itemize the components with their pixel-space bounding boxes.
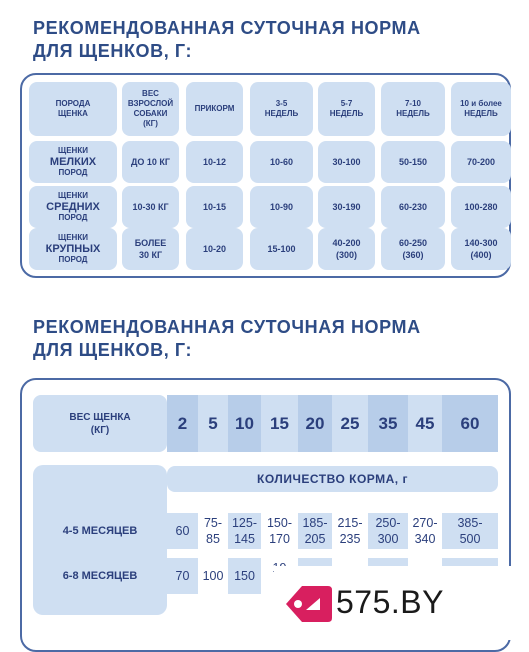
- row-label-top: ЩЕНКИ: [58, 233, 88, 242]
- amount-cell: 385- 500: [442, 513, 498, 549]
- table1-value-cell: 60-230: [381, 186, 445, 228]
- weight-value: 25: [340, 413, 360, 433]
- amount-cell: 150: [228, 558, 261, 594]
- table1-value-cell: 60-250 (360): [381, 228, 445, 270]
- site-logo[interactable]: [274, 566, 529, 640]
- row-label-mid: КРУПНЫХ: [45, 243, 101, 255]
- table1-title-line2: ДЛЯ ЩЕНКОВ, Г:: [33, 41, 193, 61]
- weight-value: 2: [167, 395, 198, 452]
- age-label: 4-5 МЕСЯЦЕВ: [62, 525, 138, 537]
- amount-cell: 215- 235: [337, 516, 363, 546]
- row-label-mid: СРЕДНИХ: [46, 201, 100, 213]
- table1-panel: [20, 73, 511, 278]
- table1-title-line1: РЕКОМЕНДОВАННАЯ СУТОЧНАЯ НОРМА: [33, 18, 421, 38]
- table1-value-cell: 40-200 (300): [318, 228, 375, 270]
- amount-cell: 60: [167, 513, 198, 549]
- amount-cell: 150- 170: [266, 516, 293, 546]
- table1-value-cell: 30-190: [318, 186, 375, 228]
- table1-header-cell: 10 и более НЕДЕЛЬ: [451, 82, 511, 136]
- table1-value-cell: 10-12: [186, 141, 243, 183]
- table1-value-cell: 10-60: [250, 141, 313, 183]
- weight-value: 5: [208, 413, 218, 433]
- table1-value-cell: 10-15: [186, 186, 243, 228]
- table1-value-cell: 30-100: [318, 141, 375, 183]
- amount-cell: 125- 145: [228, 513, 261, 549]
- weight-value: 10: [228, 395, 261, 452]
- table1-value-cell: 10-30 КГ: [122, 186, 179, 228]
- table1-value-cell: ДО 10 КГ: [122, 141, 179, 183]
- amount-cell: 250- 300: [368, 513, 408, 549]
- age-label: 6-8 МЕСЯЦЕВ: [62, 570, 138, 582]
- logo-text: 575.BY: [336, 584, 444, 620]
- table1-value-cell: 140-300 (400): [451, 228, 511, 270]
- table1-header-cell: ПОРОДА ЩЕНКА: [29, 82, 117, 136]
- weight-value: 60: [442, 395, 498, 452]
- table1-value-cell: БОЛЕЕ 30 КГ: [122, 228, 179, 270]
- table1-header-cell: ВЕС ВЗРОСЛОЙ СОБАКИ (КГ): [122, 82, 179, 136]
- table1-row-label: [29, 141, 117, 183]
- row-label-bot: ПОРОД: [58, 213, 88, 222]
- amount-header: КОЛИЧЕСТВО КОРМА, г: [167, 466, 498, 492]
- weight-value: 45: [415, 413, 435, 433]
- amount-cell: 270- 340: [412, 516, 438, 546]
- logo-tag-icon: [278, 574, 338, 634]
- weight-value: 15: [270, 413, 289, 433]
- table1-header-cell: 7-10 НЕДЕЛЬ: [381, 82, 445, 136]
- weight-label: ВЕС ЩЕНКА (КГ): [33, 395, 167, 452]
- row-label-top: ЩЕНКИ: [58, 146, 88, 155]
- amount-cell: 75- 85: [203, 516, 223, 546]
- table2-title-line1: РЕКОМЕНДОВАННАЯ СУТОЧНАЯ НОРМА: [33, 317, 421, 337]
- amount-cell: 185- 205: [298, 513, 332, 549]
- row-label-top: ЩЕНКИ: [58, 191, 88, 200]
- table1-value-cell: 10-90: [250, 186, 313, 228]
- table1-value-cell: 10-20: [186, 228, 243, 270]
- table1-header-cell: 5-7 НЕДЕЛЬ: [318, 82, 375, 136]
- amount-cell: 100: [202, 569, 224, 583]
- amount-cell: 70: [167, 558, 198, 594]
- row-label-bot: ПОРОД: [58, 168, 88, 177]
- row-label-bot: ПОРОД: [58, 255, 88, 264]
- row-label-mid: МЕЛКИХ: [49, 156, 97, 168]
- table1-row-label: [29, 228, 117, 270]
- table1-value-cell: 15-100: [250, 228, 313, 270]
- table1-title: [33, 17, 421, 63]
- table2-title: [33, 316, 421, 362]
- table1-value-cell: 50-150: [381, 141, 445, 183]
- weight-value: 20: [298, 395, 332, 452]
- table1-header-cell: 3-5 НЕДЕЛЬ: [250, 82, 313, 136]
- table2-title-line2: ДЛЯ ЩЕНКОВ, Г:: [33, 340, 193, 360]
- table1-value-cell: 70-200: [451, 141, 511, 183]
- weight-value: 35: [368, 395, 408, 452]
- table1-value-cell: 100-280: [451, 186, 511, 228]
- table1-header-cell: ПРИКОРМ: [186, 82, 243, 136]
- table1-row-label: [29, 186, 117, 228]
